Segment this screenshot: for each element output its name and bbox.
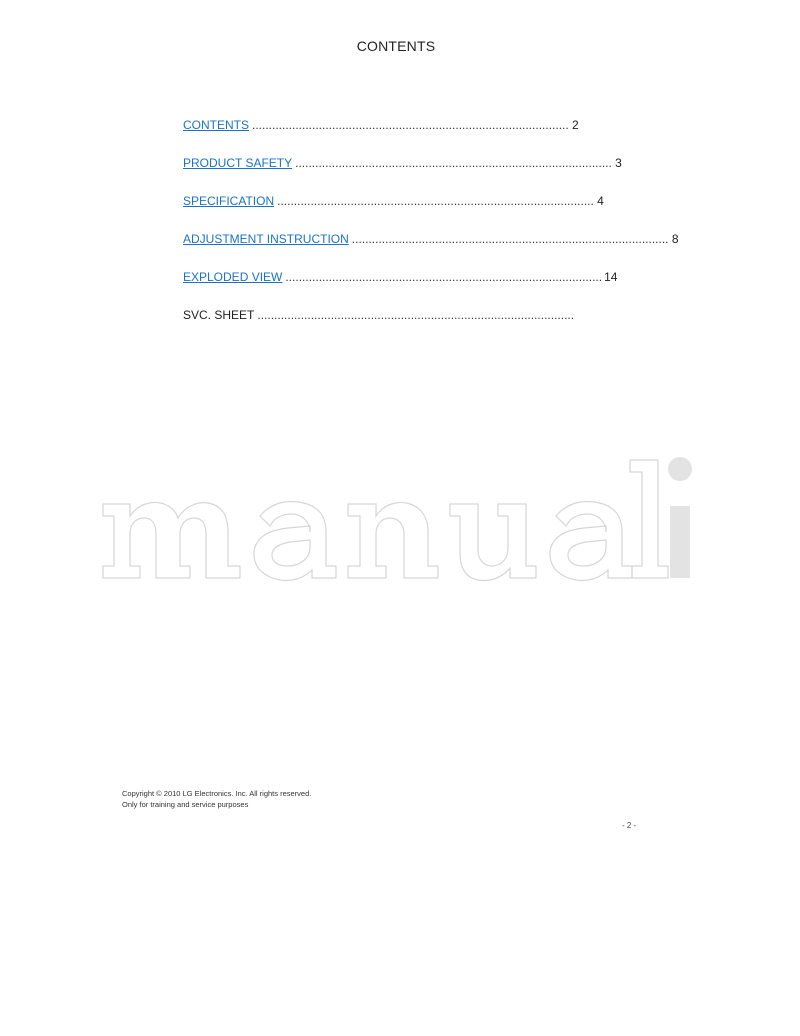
toc-leader-dots: ............................................................................................... — [257, 308, 575, 322]
toc-page-number: 4 — [597, 194, 604, 208]
toc-row-specification — [183, 193, 604, 231]
toc-row-contents — [183, 117, 579, 155]
usage-note: Only for training and service purposes — [122, 800, 249, 809]
toc-page-number: 8 — [671, 232, 679, 246]
toc-row-svc-sheet — [183, 307, 575, 345]
toc-leader-dots: ............................................................................................... — [351, 232, 669, 246]
toc-link-adjustment-instruction[interactable]: ADJUSTMENT INSTRUCTION — [183, 232, 349, 246]
copyright-text: Copyright © 2010 LG Electronics. Inc. All rights reserved. — [122, 789, 312, 798]
table-of-contents — [183, 117, 679, 345]
toc-row-adjustment-instruction — [183, 231, 679, 269]
toc-page-number: 2 — [572, 118, 579, 132]
toc-link-contents[interactable]: CONTENTS — [183, 118, 249, 132]
toc-link-exploded-view[interactable]: EXPLODED VIEW — [183, 270, 283, 284]
toc-link-specification[interactable]: SPECIFICATION — [183, 194, 275, 208]
toc-leader-dots: ............................................................................................... — [252, 118, 569, 132]
toc-page-number: 14 — [604, 270, 618, 284]
page-number: - 2 - — [622, 821, 637, 830]
toc-page-number: 3 — [615, 156, 622, 170]
toc-item-svc-sheet: SVC. SHEET — [183, 308, 255, 322]
toc-row-product-safety — [183, 155, 622, 193]
watermark-logo — [100, 452, 700, 587]
toc-leader-dots: ............................................................................................... — [277, 194, 594, 208]
toc-leader-dots: ............................................................................................... — [285, 270, 603, 284]
toc-row-exploded-view — [183, 269, 618, 307]
page-title: CONTENTS — [356, 38, 436, 54]
footer — [122, 788, 311, 810]
toc-leader-dots: ............................................................................................... — [295, 156, 612, 170]
toc-link-product-safety[interactable]: PRODUCT SAFETY — [183, 156, 293, 170]
